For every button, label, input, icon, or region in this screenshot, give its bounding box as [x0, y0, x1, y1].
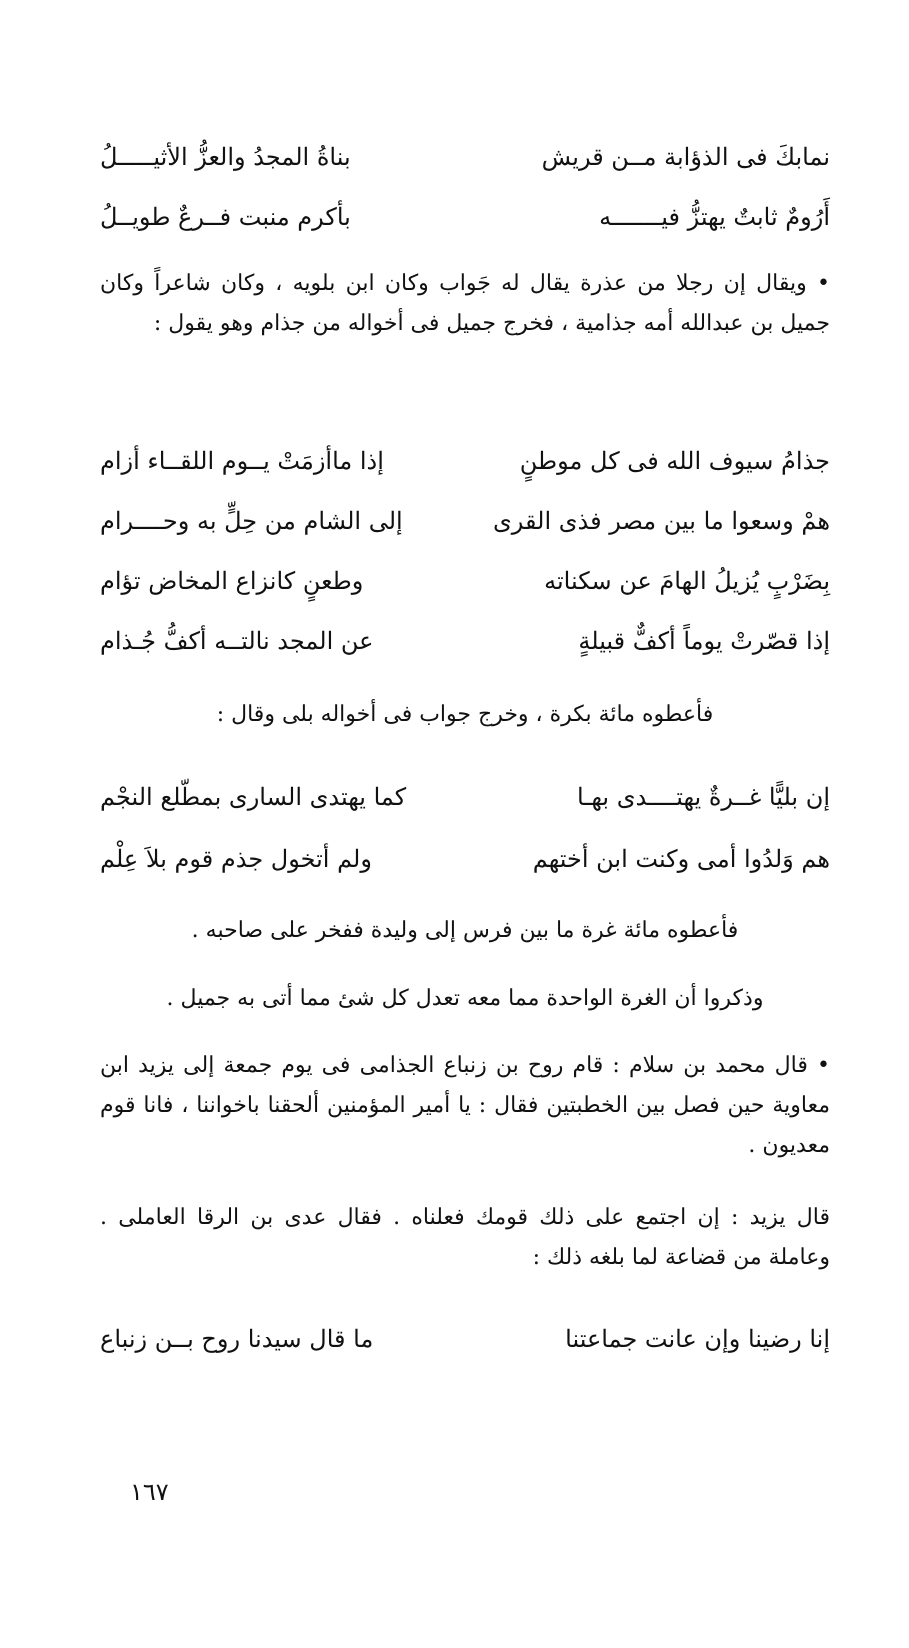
- verse-hemistich-second: إلى الشام من حِلٍّ به وحــــرام: [100, 507, 403, 535]
- verse-hemistich-second: إذا ماأزمَتْ يــوم اللقــاء أزام: [100, 447, 384, 475]
- verse-hemistich-second: كما يهتدى السارى بمطّلع النجْم: [100, 783, 407, 811]
- verse-hemistich-second: عن المجد نالتــه أكفُّ جُـذام: [100, 627, 374, 655]
- prose-paragraph: قال يزيد : إن اجتمع على ذلك قومك فعلناه . فقال عدى بن الرقا العاملى . وعاملة من قضاعة لما بلغه ذلك :: [100, 1205, 830, 1270]
- verse-hemistich-second: ولم أتخول جذم قوم بلاَ عِلْم: [100, 845, 372, 873]
- prose-paragraph: • ويقال إن رجلا من عذرة يقال له جَواب وكان ابن بلويه ، وكان شاعراً وكان جميل بن عبدالله أمه جذامية ، فخرج جميل فى أخواله من جذام وهو يقول :: [100, 271, 831, 336]
- verse-hemistich-second: ما قال سيدنا روح بــن زنباع: [100, 1325, 374, 1353]
- prose-line: فأعطوه مائة غرة ما بين فرس إلى وليدة ففخر على صاحبه .: [191, 918, 739, 943]
- verse-line: [100, 564, 830, 598]
- page-number: ١٦٧: [130, 1478, 169, 1506]
- verse-hemistich-first: همْ وسعوا ما بين مصر فذى القرى: [492, 507, 830, 535]
- verse-line: [100, 842, 830, 876]
- verse-hemistich-first: إنا رضينا وإن عانت جماعتنا: [565, 1325, 830, 1353]
- verse-hemistich-first: أَرُومٌ ثابتٌ يهتزُّ فيـــــــه: [599, 203, 830, 231]
- verse-line: [100, 140, 830, 174]
- verse-hemistich-first: بِضَرْبٍ يُزيلُ الهامَ عن سكناته: [544, 567, 830, 595]
- verse-hemistich-second: بأكرم منبت فــرعٌ طويــلُ: [100, 203, 351, 231]
- verse-line: [100, 780, 830, 814]
- verse-hemistich-second: وطعنٍ كانزاع المخاض تؤام: [100, 567, 364, 595]
- verse-hemistich-first: نمابكَ فى الذؤابة مــن قريش: [541, 143, 830, 171]
- verse-hemistich-second: بناةُ المجدُ والعزُّ الأثيـــــلُ: [100, 143, 351, 171]
- verse-hemistich-first: إن بليًّا غــرةٌ يهتــــدى بهـا: [577, 783, 830, 811]
- verse-line: [100, 200, 830, 234]
- verse-hemistich-first: هم وَلدُوا أمى وكنت ابن أختهم: [532, 845, 830, 873]
- prose-line: وذكروا أن الغرة الواحدة مما معه تعدل كل شئ مما أتى به جميل .: [166, 986, 764, 1011]
- verse-line: [100, 624, 830, 658]
- verse-line: [100, 444, 830, 478]
- verse-hemistich-first: جذامُ سيوف الله فى كل موطنٍ: [519, 447, 830, 475]
- verse-line: [100, 504, 830, 538]
- prose-line: فأعطوه مائة بكرة ، وخرج جواب فى أخواله بلى وقال :: [216, 702, 714, 727]
- verse-hemistich-first: إذا قصّرتْ يوماً أكفٌّ قبيلةٍ: [578, 627, 830, 655]
- verse-line: [100, 1322, 830, 1356]
- prose-paragraph: • قال محمد بن سلام : قام روح بن زنباع الجذامى فى يوم جمعة إلى يزيد ابن معاوية حين فصل بين الخطبتين فقال : يا أمير المؤمنين ألحقنا باخواننا ، فانا قوم معديون .: [100, 1053, 830, 1158]
